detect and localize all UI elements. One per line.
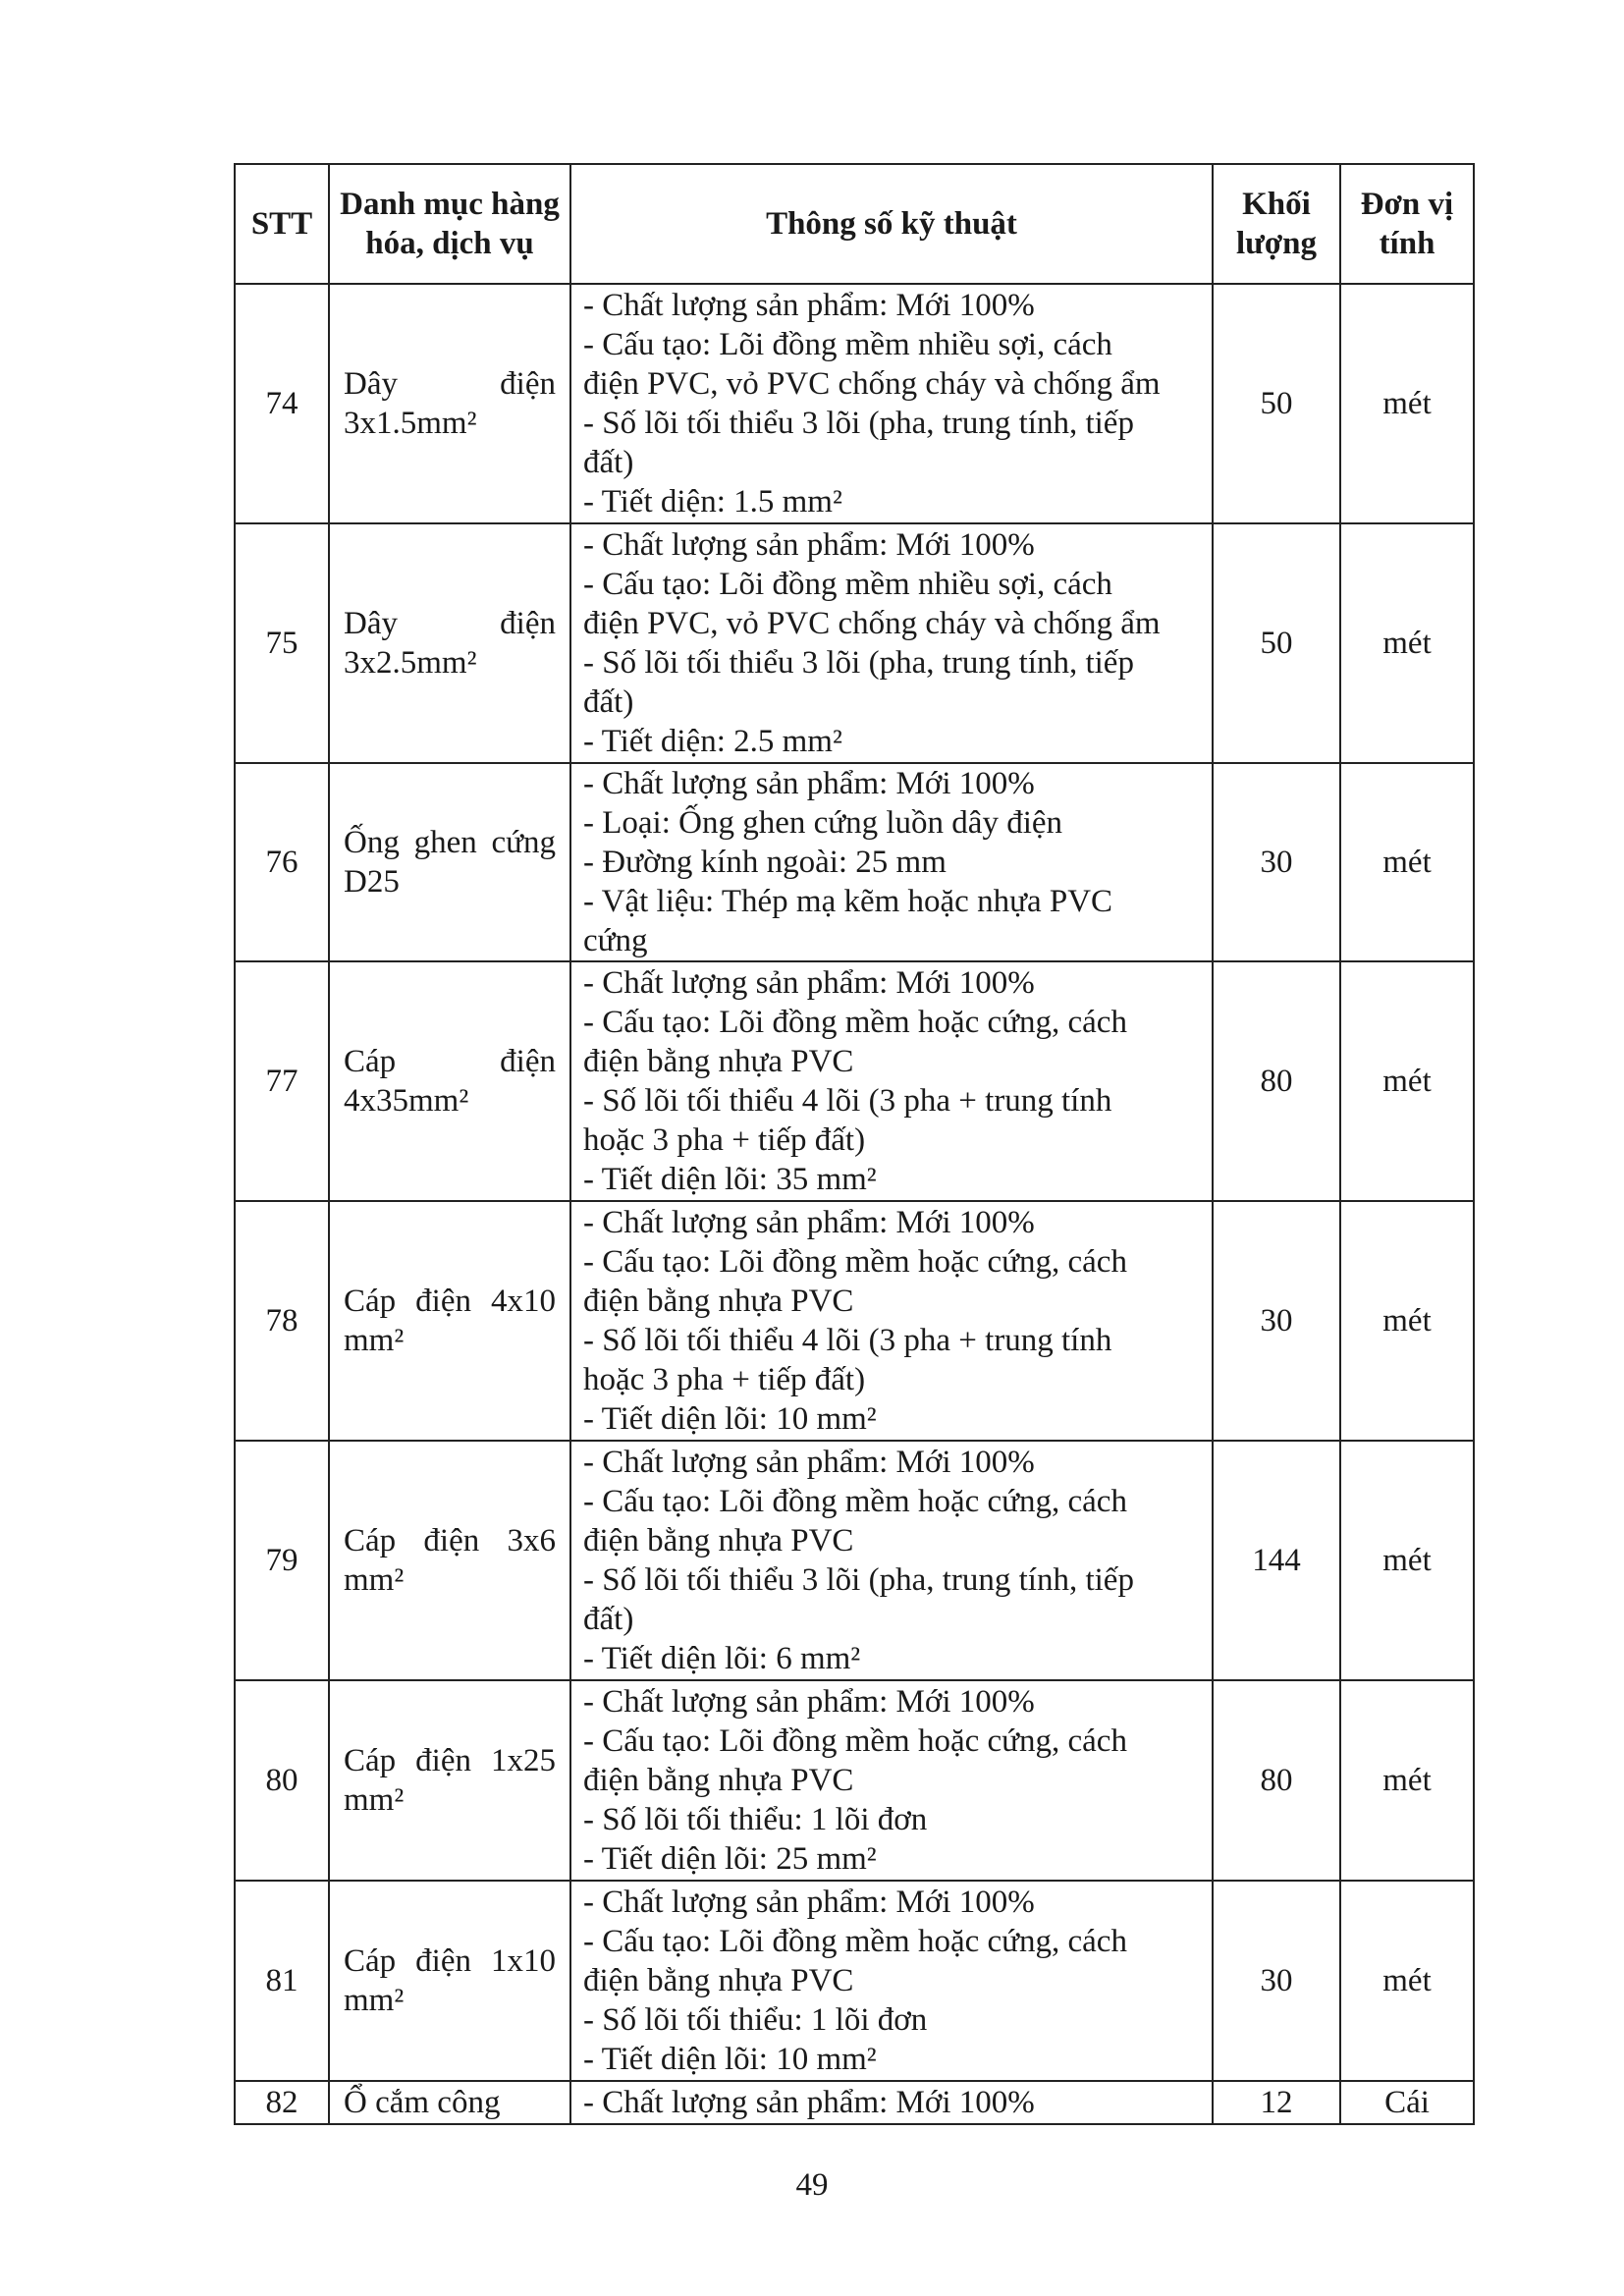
row-stt: 76 <box>235 763 329 961</box>
row-quantity: 144 <box>1213 1441 1340 1680</box>
spec-line: - Cấu tạo: Lõi đồng mềm nhiều sợi, cách <box>583 567 1112 602</box>
spec-line: điện bằng nhựa PVC <box>583 1963 854 1998</box>
row-stt: 81 <box>235 1881 329 2081</box>
spec-line: - Số lõi tối thiểu: 1 lõi đơn <box>583 1802 928 1837</box>
row-unit: mét <box>1340 1441 1474 1680</box>
row-unit: mét <box>1340 961 1474 1201</box>
spec-line: điện PVC, vỏ PVC chống cháy và chống ẩm <box>583 366 1161 402</box>
spec-line: - Số lõi tối thiểu 4 lõi (3 pha + trung tính <box>583 1083 1112 1119</box>
row-quantity: 30 <box>1213 1201 1340 1441</box>
header-unit: Đơn vị tính <box>1340 164 1474 284</box>
table-row <box>235 1441 1474 1680</box>
row-quantity: 12 <box>1213 2081 1340 2124</box>
spec-line: - Chất lượng sản phẩm: Mới 100% <box>583 1885 1035 1920</box>
row-stt: 75 <box>235 523 329 763</box>
row-item-name: Dây điện 3x2.5mm² <box>329 523 570 763</box>
spec-line: điện PVC, vỏ PVC chống cháy và chống ẩm <box>583 606 1161 641</box>
table-row <box>235 1881 1474 2081</box>
row-item-name: Cáp điện 4x10 mm² <box>329 1201 570 1441</box>
row-quantity: 80 <box>1213 961 1340 1201</box>
row-item-name: Ổ cắm công <box>329 2081 570 2124</box>
spec-line: - Số lõi tối thiểu 4 lõi (3 pha + trung tính <box>583 1323 1112 1358</box>
table-row <box>235 284 1474 523</box>
spec-line: - Số lõi tối thiểu 3 lõi (pha, trung tính, tiếp <box>583 406 1134 441</box>
spec-line: hoặc 3 pha + tiếp đất) <box>583 1362 866 1397</box>
row-stt: 74 <box>235 284 329 523</box>
spec-line: - Cấu tạo: Lõi đồng mềm hoặc cứng, cách <box>583 1484 1127 1519</box>
row-specification <box>570 1441 1213 1680</box>
header-quantity: Khối lượng <box>1213 164 1340 284</box>
row-item-name: Ống ghen cứng D25 <box>329 763 570 961</box>
row-stt: 82 <box>235 2081 329 2124</box>
spec-line: điện bằng nhựa PVC <box>583 1284 854 1319</box>
row-stt: 78 <box>235 1201 329 1441</box>
row-quantity: 80 <box>1213 1680 1340 1881</box>
spec-line: - Tiết diện lõi: 6 mm² <box>583 1641 861 1676</box>
table-row <box>235 763 1474 961</box>
row-quantity: 30 <box>1213 763 1340 961</box>
spec-line: - Chất lượng sản phẩm: Mới 100% <box>583 965 1035 1001</box>
page-number: 49 <box>795 2167 829 2203</box>
row-stt: 80 <box>235 1680 329 1881</box>
row-stt: 79 <box>235 1441 329 1680</box>
spec-line: - Cấu tạo: Lõi đồng mềm nhiều sợi, cách <box>583 327 1112 362</box>
spec-line: - Tiết diện: 1.5 mm² <box>583 484 842 519</box>
spec-line: điện bằng nhựa PVC <box>583 1523 854 1558</box>
spec-line: - Cấu tạo: Lõi đồng mềm hoặc cứng, cách <box>583 1005 1127 1040</box>
table-header-row <box>235 164 1474 284</box>
row-specification <box>570 763 1213 961</box>
spec-line: - Đường kính ngoài: 25 mm <box>583 845 947 880</box>
row-item-name: Dây điện 3x1.5mm² <box>329 284 570 523</box>
row-item-name: Cáp điện 1x25 mm² <box>329 1680 570 1881</box>
table-row <box>235 523 1474 763</box>
spec-line: - Số lõi tối thiểu 3 lõi (pha, trung tính, tiếp <box>583 1562 1134 1598</box>
spec-line: - Chất lượng sản phẩm: Mới 100% <box>583 527 1035 563</box>
spec-line: - Số lõi tối thiểu 3 lõi (pha, trung tính, tiếp <box>583 645 1134 681</box>
spec-line: đất) <box>583 684 634 720</box>
row-specification <box>570 523 1213 763</box>
row-stt: 77 <box>235 961 329 1201</box>
spec-line: - Chất lượng sản phẩm: Mới 100% <box>583 1445 1035 1480</box>
spec-line: - Số lõi tối thiểu: 1 lõi đơn <box>583 2002 928 2038</box>
row-unit: mét <box>1340 284 1474 523</box>
table-row <box>235 961 1474 1201</box>
spec-line: - Tiết diện lõi: 10 mm² <box>583 1401 877 1437</box>
spec-line: đất) <box>583 445 634 480</box>
row-item-name: Cáp điện 4x35mm² <box>329 961 570 1201</box>
row-unit: mét <box>1340 763 1474 961</box>
spec-line: - Chất lượng sản phẩm: Mới 100% <box>583 2085 1035 2120</box>
row-unit: Cái <box>1340 2081 1474 2124</box>
row-quantity: 50 <box>1213 284 1340 523</box>
spec-line: - Chất lượng sản phẩm: Mới 100% <box>583 766 1035 801</box>
spec-line: - Chất lượng sản phẩm: Mới 100% <box>583 288 1035 323</box>
row-specification <box>570 1680 1213 1881</box>
row-item-name: Cáp điện 1x10 mm² <box>329 1881 570 2081</box>
row-specification <box>570 284 1213 523</box>
spec-line: cứng <box>583 923 648 958</box>
table-row <box>235 1201 1474 1441</box>
specification-table <box>234 163 1475 2125</box>
table-row <box>235 1680 1474 1881</box>
row-unit: mét <box>1340 1680 1474 1881</box>
row-item-name: Cáp điện 3x6 mm² <box>329 1441 570 1680</box>
row-quantity: 50 <box>1213 523 1340 763</box>
spec-line: - Tiết diện: 2.5 mm² <box>583 724 842 759</box>
spec-line: - Loại: Ống ghen cứng luồn dây điện <box>583 805 1063 841</box>
spec-line: - Chất lượng sản phẩm: Mới 100% <box>583 1205 1035 1240</box>
row-unit: mét <box>1340 523 1474 763</box>
row-specification <box>570 961 1213 1201</box>
spec-line: - Cấu tạo: Lõi đồng mềm hoặc cứng, cách <box>583 1244 1127 1280</box>
spec-line: - Cấu tạo: Lõi đồng mềm hoặc cứng, cách <box>583 1924 1127 1959</box>
table-row <box>235 2081 1474 2124</box>
spec-line: - Tiết diện lõi: 35 mm² <box>583 1162 877 1197</box>
spec-line: điện bằng nhựa PVC <box>583 1763 854 1798</box>
spec-line: đất) <box>583 1602 634 1637</box>
spec-line: điện bằng nhựa PVC <box>583 1044 854 1079</box>
spec-line: - Tiết diện lõi: 25 mm² <box>583 1841 877 1877</box>
row-specification <box>570 1201 1213 1441</box>
spec-line: - Vật liệu: Thép mạ kẽm hoặc nhựa PVC <box>583 884 1113 919</box>
table-body <box>235 284 1474 2124</box>
row-specification <box>570 1881 1213 2081</box>
header-item-name: Danh mục hàng hóa, dịch vụ <box>329 164 570 284</box>
header-specification: Thông số kỹ thuật <box>570 164 1213 284</box>
row-unit: mét <box>1340 1881 1474 2081</box>
spec-line: hoặc 3 pha + tiếp đất) <box>583 1122 866 1158</box>
row-quantity: 30 <box>1213 1881 1340 2081</box>
spec-line: - Chất lượng sản phẩm: Mới 100% <box>583 1684 1035 1720</box>
spec-line: - Tiết diện lõi: 10 mm² <box>583 2042 877 2077</box>
spec-line: - Cấu tạo: Lõi đồng mềm hoặc cứng, cách <box>583 1723 1127 1759</box>
row-unit: mét <box>1340 1201 1474 1441</box>
header-stt: STT <box>235 164 329 284</box>
row-specification <box>570 2081 1213 2124</box>
